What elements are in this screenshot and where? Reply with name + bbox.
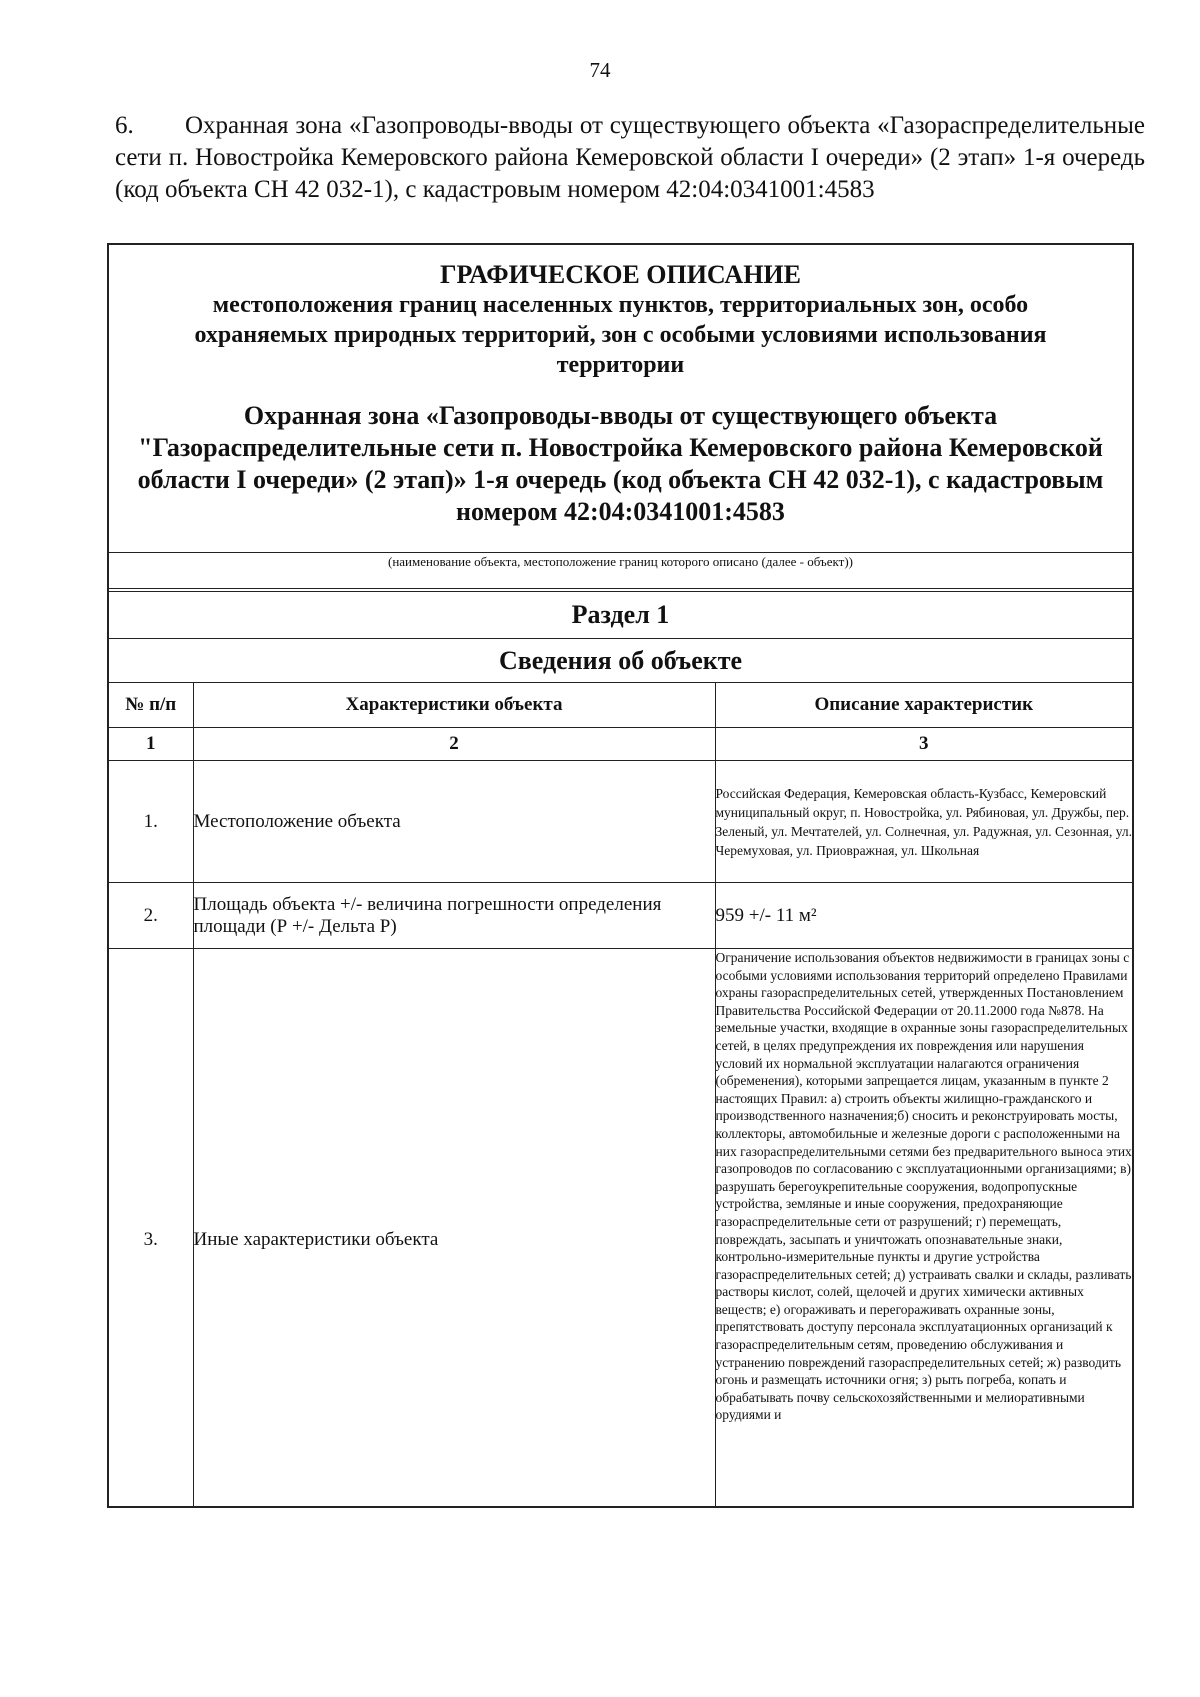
table-row	[109, 761, 1132, 883]
row-description: Российская Федерация, Кемеровская область-Кузбасс, Кемеровский муниципальный округ, п. Новостройка, ул. Рябиновая, ул. Дружбы, пер. Зеленый, ул. Мечтателей, ул. Солнечная, ул. Радужная, ул. Сезонная, ул. Черемуховая, ул. Приовражная, ул. Школьная	[715, 761, 1132, 883]
page-number: 74	[589, 58, 611, 82]
form-header	[109, 260, 1132, 553]
column-number: 3	[715, 728, 1132, 761]
graphic-description-form	[107, 243, 1134, 1508]
row-characteristic: Иные характеристики объекта	[193, 949, 715, 1509]
object-info-table	[109, 683, 1132, 1508]
row-number: 3.	[109, 949, 193, 1509]
row-number: 2.	[109, 883, 193, 949]
intro-text: Охранная зона «Газопроводы-вводы от существующего объекта «Газораспределительные сети п. Новостройка Кемеровского района Кемеровской области I очереди» (2 этап» 1-я очередь (код объекта СН 42 032-1), с кадастровым номером 42:04:0341001:4583	[115, 112, 1145, 203]
header-characteristic: Характеристики объекта	[193, 683, 715, 728]
intro-number: 6.	[115, 112, 134, 139]
row-description-cell	[715, 949, 1132, 1509]
row-description: Ограничение использования объектов недвижимости в границах зоны с особыми условиями использования территорий определено Правилами охраны газораспределительных сетей, утвержденных Постановлением Правительства Российской Федерации от 20.11.2000 года №878. На земельные участки, входящие в охранные зоны газораспределительных сетей, в целях предупреждения их повреждения или нарушения условий их нормальной эксплуатации налагаются ограничения (обременения), которыми запрещается лицам, указанным в пункте 2 настоящих Правил: а) строить объекты жилищно-гражданского и производственного назначения;б) сносить и реконструировать мосты, коллекторы, автомобильные и железные дороги с расположенными на них газораспределительными сетями без предварительного выноса этих газопроводов по согласованию с эксплуатационными организациями; в) разрушать берегоукрепительные сооружения, водопропускные устройства, земляные и иные сооружения, предохраняющие газораспределительные сети от разрушений; г) перемещать, повреждать, засыпать и уничтожать опознавательные знаки, контрольно-измерительные пункты и другие устройства газораспределительных сетей; д) устраивать свалки и склады, разливать растворы кислот, солей, щелочей и других химически активных веществ; е) огораживать и перегораживать охранные зоны, препятствовать доступу персонала эксплуатационных организаций к газораспределительным сетям, проведению обслуживания и устранению повреждений газораспределительных сетей; ж) разводить огонь и размещать источники огня; з) рыть погреба, копать и обрабатывать почву сельскохозяйственными и мелиоративными орудиями и	[715, 950, 1132, 1423]
table-header-row	[109, 683, 1132, 728]
form-subtitle: местоположения границ населенных пунктов, территориальных зон, особо охраняемых природных территорий, зон с особыми условиями использования территории	[194, 292, 1047, 378]
row-number: 1.	[109, 761, 193, 883]
object-name-note: (наименование объекта, местоположение границ которого описано (далее - объект))	[109, 553, 1132, 589]
row-characteristic: Местоположение объекта	[193, 761, 715, 883]
header-description: Описание характеристик	[715, 683, 1132, 728]
form-title: ГРАФИЧЕСКОЕ ОПИСАНИЕ	[440, 260, 801, 289]
section-title: Раздел 1	[109, 591, 1132, 639]
object-name: Охранная зона «Газопроводы-вводы от существующего объекта "Газораспределительные сети п. Новостройка Кемеровского района Кемеровской области I очереди» (2 этап)» 1-я очередь (код объекта СН 42 032-1), с кадастровым номером 42:04:0341001:4583	[137, 401, 1104, 526]
column-number-row	[109, 728, 1132, 761]
section-subtitle: Сведения об объекте	[109, 639, 1132, 683]
intro-paragraph	[115, 110, 1145, 206]
column-number: 1	[109, 728, 193, 761]
table-row	[109, 883, 1132, 949]
table-row	[109, 949, 1132, 1509]
header-number: № п/п	[109, 683, 193, 728]
row-description: 959 +/- 11 м²	[715, 883, 1132, 949]
column-number: 2	[193, 728, 715, 761]
row-characteristic: Площадь объекта +/- величина погрешности определения площади (Р +/- Дельта Р)	[193, 883, 715, 949]
